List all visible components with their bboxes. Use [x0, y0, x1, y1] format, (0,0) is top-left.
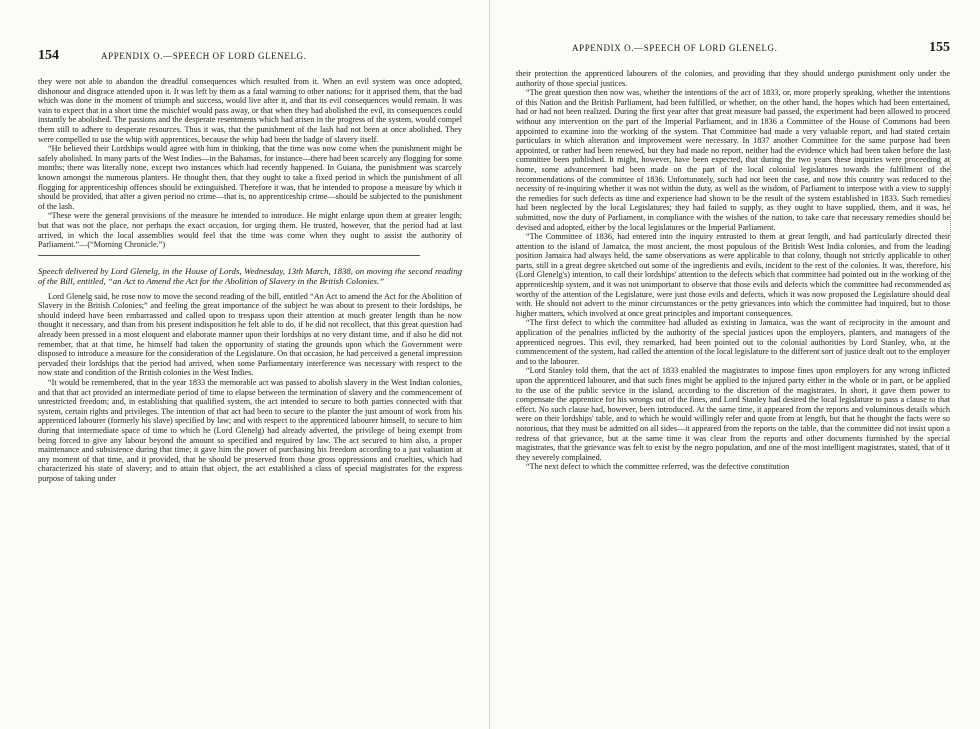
left-page-header	[38, 48, 462, 64]
right-page-header	[516, 40, 950, 56]
paragraph: “These were the general provisions of the measure he intended to introduce. He might enlarge upon them at greater length; but that was not the place, nor perhaps the exact occasion, for urging them. He trusted, however, that the period had at last arrived, in which the local assemblies would feel that the time was come when they ought to assist the authority of Parliament.”—(“Morning Chronicle.”)	[38, 211, 462, 250]
paragraph: Lord Glenelg said, he rose now to move the second reading of the bill, entitled “An Act to amend the Act for the Abolition of Slavery in the British Colonies;” and feeling the great importance of the subject he was about to present to their lordships, he should indeed have been embarrassed and called upon to trespass upon their attention at much greater length than he now thought it necessary, and than from his present indisposition he felt able to do, if he did not recollect, that this great question had already been pressed in a most eloquent and elaborate manner upon their lordships at no very distant time, and if also he did not remember, that at that time, he himself had taken the opportunity of stating the grounds upon which the Government were disposed to introduce a measure for the consideration of the Legislature. On that occasion, he had perceived a general impression pervaded their lordships that the period had arrived, when some Parliamentary interference was necessary with respect to the now state and condition of the British colonies in the West Indies.	[38, 291, 462, 378]
paragraph: “The first defect to which the committee had alluded as existing in Jamaica, was the want of reciprocity in the amount and application of the penalties inflicted by the authority of the special justices upon the employers, planters, and managers of the apprenticed negroes. This evil, they remarked, had been pointed out to the colonial authorities by Lord Stanley, who, at the commencement of the system, had called the attention of the local legislature to the different sort of justice dealt out to the employer and to the labourer.	[516, 318, 950, 366]
paragraph: they were not able to abandon the dreadful consequences which resulted from it. When an evil system was once adopted, dishonour and disgrace attended upon it. It was left by them as a fatal warning to other nations; for it apprised them, that the bad which was done in the moment of triumph and success, would live after it, and that its evil consequences would remain. It was vain to expect that in a short time the mischief would pass away, or that when they had abolished the evil, its consequences could instantly be abolished. The passions and the desperate resentments which had arisen in the progress of the system, would compel them still to adhere to desperate resources. Thus it was, that the punishment of the lash had not been at once abolished. They were compelled to use the whip with apprentices, because the whip had been the badge of slavery itself.	[38, 77, 462, 144]
right-page-text	[516, 69, 950, 472]
right-running-head: APPENDIX O.—SPEECH OF LORD GLENELG.	[572, 43, 778, 53]
paragraph: “The great question then now was, whether the intentions of the act of 1833, or, more properly speaking, whether the intentions of this Nation and the British Parliament, had been fulfilled, or whether, on the other hand, the hopes which had been entertained, had or had not been realized. During the first year after that great measure had passed, the experiment had been allowed to proceed without any intervention on the part of the Imperial Parliament, and in 1836 a Committee of the House of Commons had been appointed to examine into the working of the system. That Committee had made a very valuable report, and had stated certain particulars in which alteration and improvement were necessary. In 1837 another Committee for the same purpose had been appointed, or rather had been renewed, but they had made no report, neither had the evidence which had been taken before the last committee been published. It might, however, have been expected, that during the two years these inquiries were proceeding at home, some advancement had been made on the part of the local colonial legislatures towards the fulfilment of the recommendations of the committee of 1836. Unfortunately, such had not been the case, and now this country was reduced to the necessity of re-inquiring whether it was not within the duty, as well as the wisdom, of Parliament to interpose with a view to supply the remedies for such defects as time and experience had shown to be the result of the system established in 1833. Such remedies had been neglected by the local Legislatures; they had failed to supply, as they ought to have supplied, them, and it was, he submitted, now the duty of Parliament, in compliance with the wishes of the nation, to take care that necessary remedies should be devised and adopted, either by the local legislatures or the Imperial Parliament.	[516, 88, 950, 232]
left-running-head: APPENDIX O.—SPEECH OF LORD GLENELG.	[101, 51, 307, 61]
paragraph: “It would be remembered, that in the year 1833 the memorable act was passed to abolish slavery in the West Indian colonies, and that that act provided an intermediate period of time to elapse between the termination of slavery and the commencement of unrestricted freedom; and, in establishing that qualified system, the act intended to secure to both parties connected with that system, certain rights and privileges. The intention of that act had been to secure to the planter the just amount of work from his apprenticed labourer (formerly his slave) specified by law; and with respect to the apprenticed labourer himself, to secure to him during that intermediate space of time to which he (Lord Glenelg) had already adverted, the privilege of being exempt from being forced to give any labour beyond the amount so specified and required by law. The act secured to him also, a proper maintenance and subsistence during that time; it gave him the power of purchasing his freedom according to a just valuation at any moment of that time, and it provided, that he should be preserved from those gross oppressions and cruelties, which had characterized his state of slavery; and to attain that object, the act established a class of special magistrates for the express purpose of taking under	[38, 378, 462, 483]
paragraph: their protection the apprenticed labourers of the colonies, and providing that they should undergo punishment only under the authority of those special justices.	[516, 69, 950, 88]
speech-heading: Speech delivered by Lord Glenelg, in the House of Lords, Wednesday, 13th March, 1838, on moving the second reading of the Bill, entitled, “an Act to Amend the Act for the Abolition of Slavery in the British Colonies.”	[38, 265, 462, 286]
left-page-number: 154	[38, 48, 59, 63]
right-page-number: 155	[929, 40, 950, 55]
paragraph: “Lord Stanley told them, that the act of 1833 enabled the magistrates to impose fines upon employers for any wrong inflicted upon the apprenticed labourer, and that such fines might be applied to the injured party either in the whole or in part, or be applied to the use of the public service in the island, according to the discretion of the magistrates. In short, it gave them power to compensate the apprentice for his wrongs out of the fines, and Lord Stanley had desired the local legislature to pass a clause to that effect. No such clause had, however, been introduced. At the same time, it appeared from the reports and voluminous details which were on their lordships' table, and to which he would willingly refer and quote from at length, but that he thought the facts were so notorious, that they must be admitted on all sides—it appeared from the reports on the table, that the committee did not insist upon a redress of that grievance, but at the same time it was clear from the reports and other documents furnished by the special magistrates, that the grievance was felt to exist by the negro population, and one of the most intelligent magistrates, stated, that of it they severely complained.	[516, 366, 950, 462]
right-page	[490, 0, 980, 729]
paragraph: “He believed their Lordships would agree with him in thinking, that the time was now come when the punishment might be safely abolished. In many parts of the West Indies—in the Bahamas, for instance—there had been scarcely any flogging for some months; there was literally none, except two instances which had recently happened. In Guiana, the punishment was scarcely known amongst the numerous planters. He thought then, that they ought to take a fixed period in which the punishment of all flogging for apprenticeship offences should be extinguished. Therefore it was, that he intended to propose a measure by which it should be provided, that after a given period no crime—that is, no apprenticeship crime—should be subjected to the punishment of the lash.	[38, 144, 462, 211]
section-divider	[38, 255, 420, 256]
left-page-text	[38, 77, 462, 484]
paragraph: “The Committee of 1836, had entered into the inquiry entrusted to them at great length, and had particularly directed their attention to the island of Jamaica, the most ancient, the most populous of the British West India colonies, and from the leading position Jamaica had always held, the same observations as were applicable to that colony, though not strictly applicable to other parts, still in a great degree sketched out some of the ingredients and evils, incident to the rest of the colonies. It was, therefore, his (Lord Glenelg's) intention, to call their lordships' attention to the defects which that committee had pointed out in the working of the apprenticeship system, and it was not unimportant to observe that those evils and defects which the committee had recommended as worthy of the attention of the Legislature, were just those evils and defects, which it was now proposed the Legislature should deal with. He should not advert to the minor circumstances or the petty grievances into which the committee had inquired, but to those higher matters, which involved at once great principles and important consequences.	[516, 232, 950, 318]
paragraph: “The next defect to which the committee referred, was the defective constitution	[526, 462, 790, 472]
